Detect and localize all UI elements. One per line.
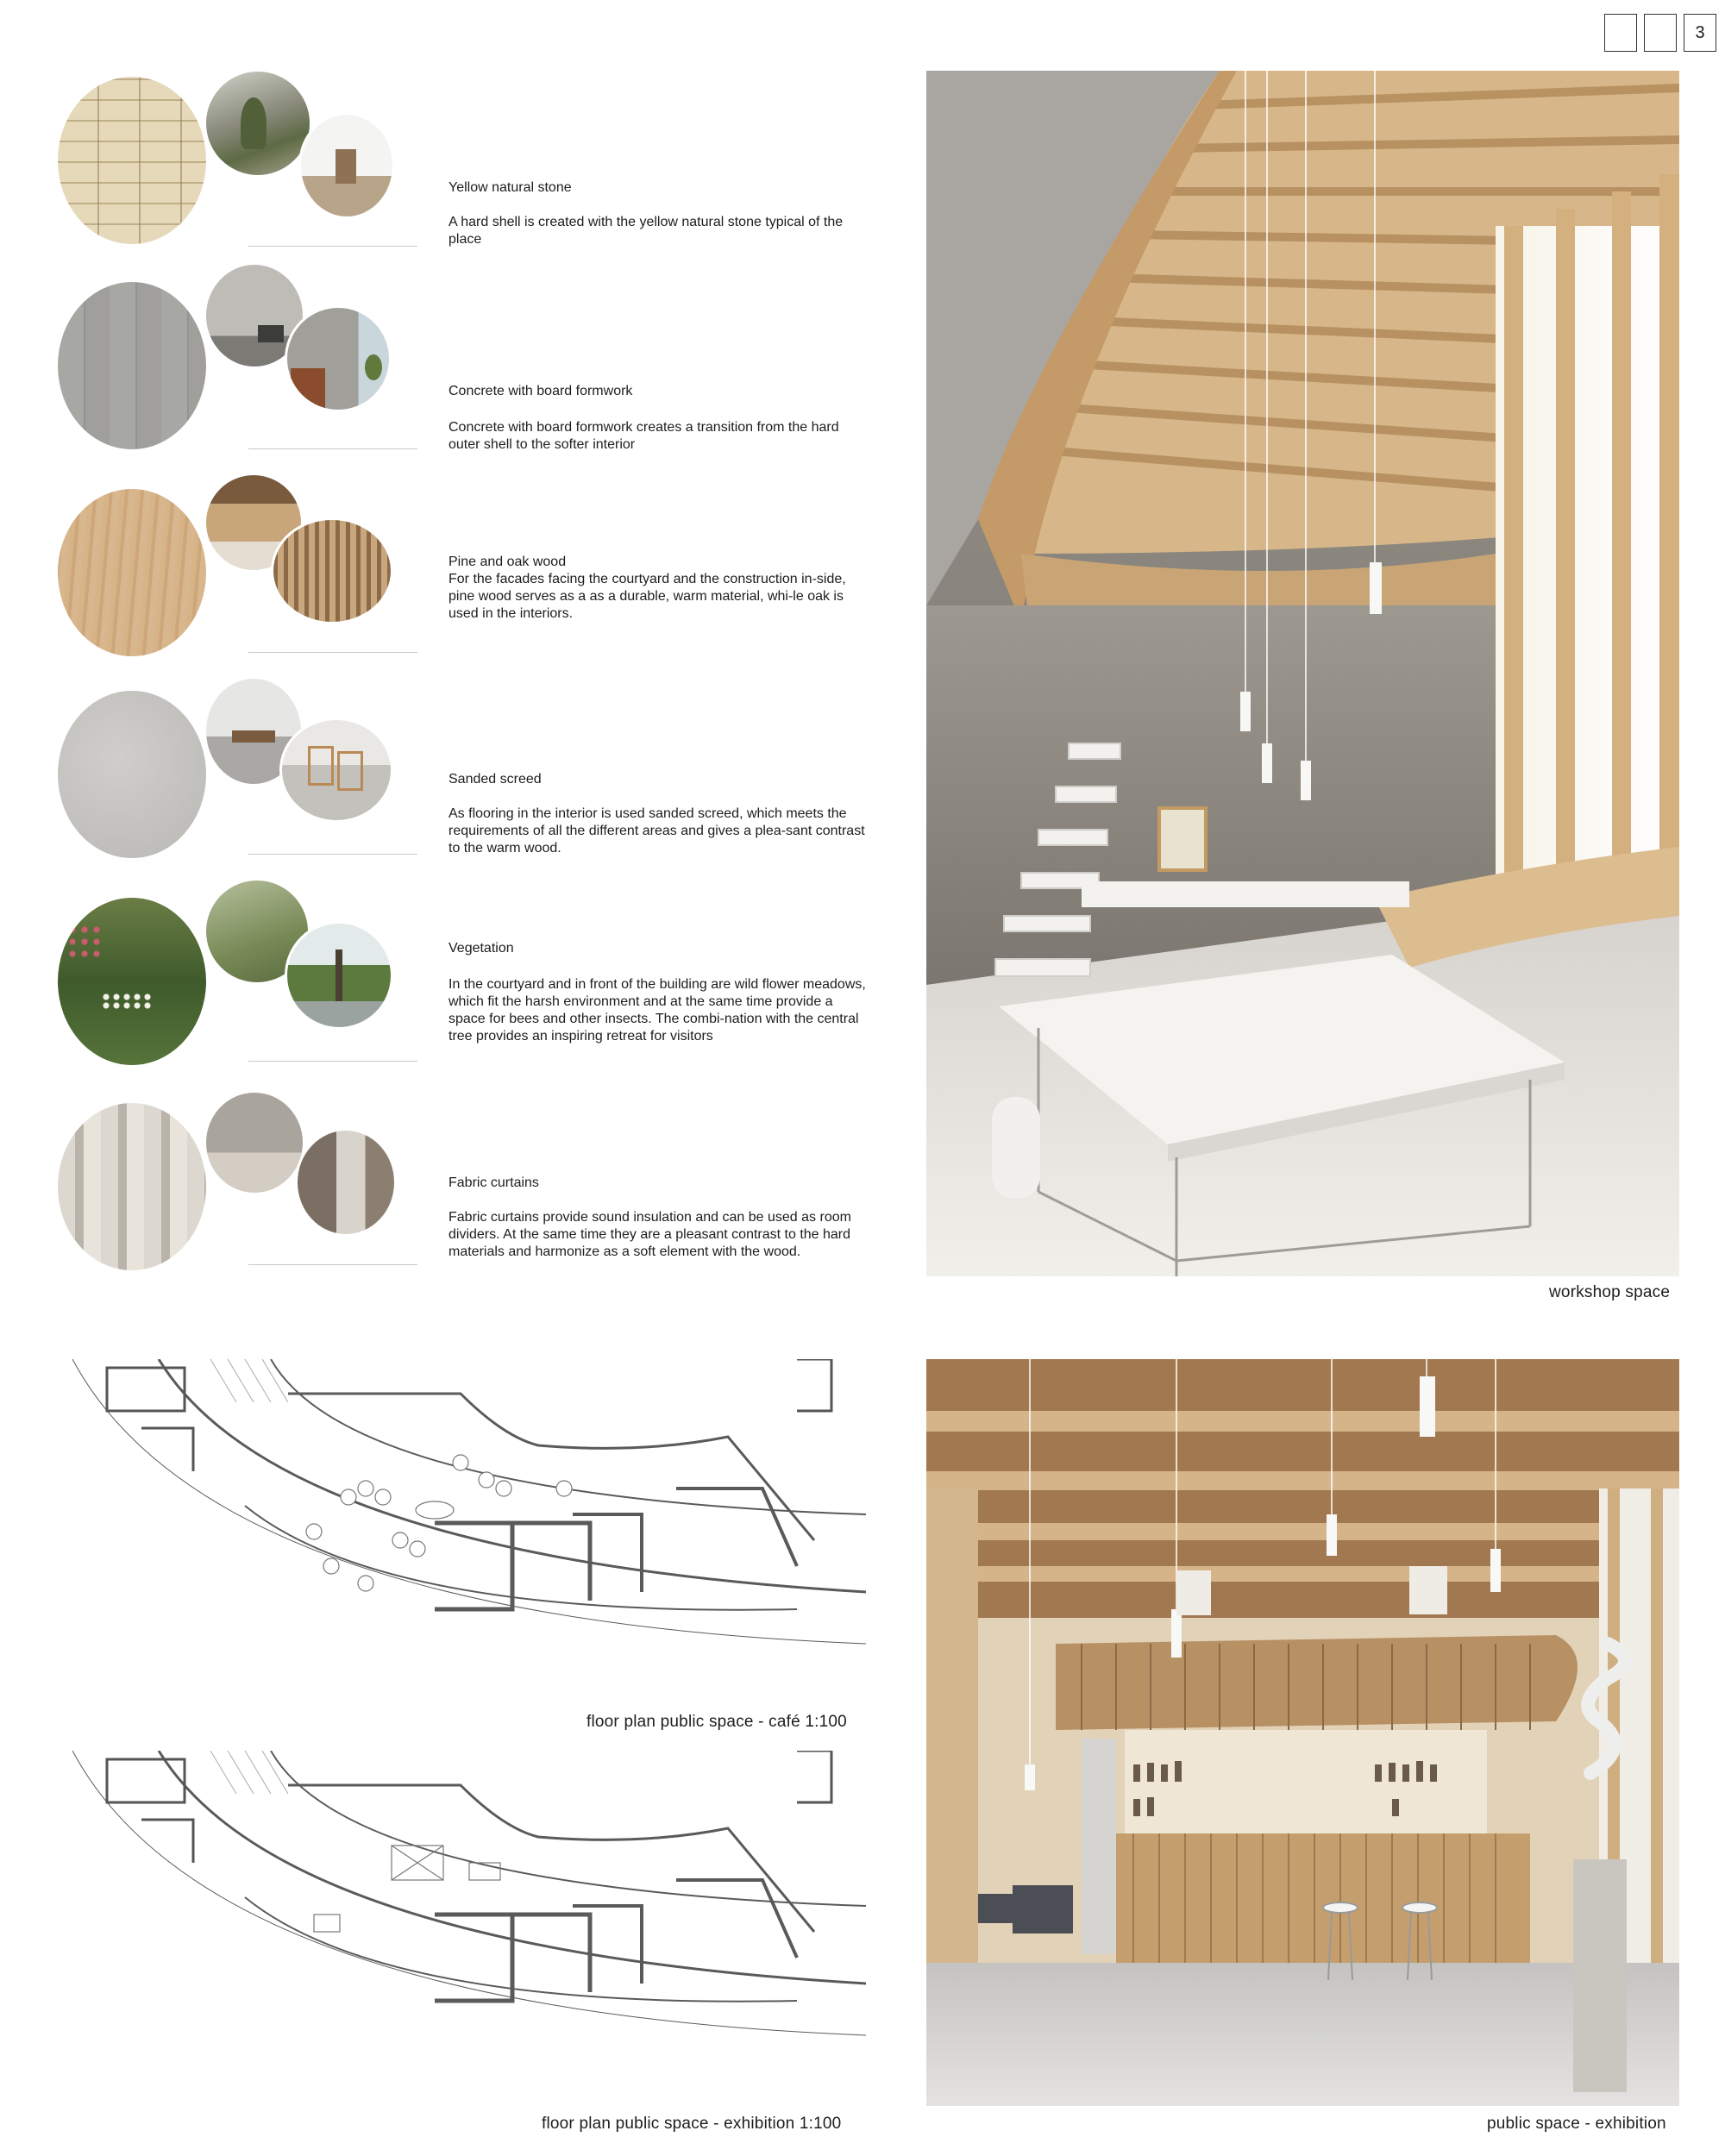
page-number: 3 [1684,14,1716,52]
material-divider [248,448,417,449]
page-box-empty-2 [1644,14,1677,52]
screed-swatch-circle [55,688,209,861]
meadow-swatch-circle [55,895,209,1068]
stone-courtyard-photo [204,69,312,178]
public-space-exhibition-render [926,1359,1679,2106]
stone-facade-photo [298,112,395,219]
page-box-empty-1 [1604,14,1637,52]
oak-swatch-circle [55,486,209,659]
material-title-curtains: Fabric curtains [448,1175,539,1190]
material-title-wood: Pine and oak wood [448,555,567,569]
material-title-screed: Sanded screed [448,772,542,787]
cafe-plan-caption: floor plan public space - café 1:100 [586,1713,847,1731]
wood-slats-photo [271,517,393,624]
exhibition-floor-plan-drawing [55,1751,866,2104]
cafe-floor-plan [55,1359,866,1713]
material-divider [248,246,417,247]
material-divider [248,652,417,653]
material-desc-wood: For the facades facing the courtyard and the construction in-side, pine wood serves as a as a durable, warm material, whi-le oak is used in the interiors. [448,572,846,621]
workshop-render-illustration [926,71,1679,1276]
material-desc-concrete: Concrete with board formwork creates a transition from the hard outer shell to the softer interior [448,420,839,452]
exhibition-plan-caption: floor plan public space - exhibition 1:100 [542,2115,842,2133]
material-title-concrete: Concrete with board formwork [448,384,633,398]
material-divider [248,1264,417,1265]
curtain-bedroom-photo [204,1090,305,1195]
cafe-floor-plan-drawing [55,1359,866,1713]
material-desc-screed: As flooring in the interior is used sanded screed, which meets the requirements of all the different areas and gives a plea-sant contrast to the warm wood. [448,806,865,856]
material-divider [248,854,417,855]
material-title-stone: Yellow natural stone [448,180,572,195]
curtain-window-photo [295,1128,397,1237]
exhibition-floor-plan [55,1751,866,2104]
workshop-space-render [926,71,1679,1276]
screed-chairs-photo [279,718,393,823]
curtain-swatch-circle [55,1100,209,1273]
exhibition-render-illustration [926,1359,1679,2106]
exhibition-render-caption: public space - exhibition [1487,2115,1666,2133]
concrete-exterior-photo [285,305,392,412]
material-divider [248,1061,417,1062]
concrete-swatch-circle [55,279,209,452]
material-title-vegetation: Vegetation [448,941,514,956]
stone-swatch-circle [55,74,209,247]
workshop-space-caption: workshop space [1549,1283,1671,1301]
material-desc-curtains: Fabric curtains provide sound insulation and can be used as room dividers. At the same time they are a pleasant contrast to the hard materials and harmonize as a soft element with the wood. [448,1210,851,1259]
tree-courtyard-photo [285,921,393,1030]
material-desc-vegetation: In the courtyard and in front of the building are wild flower meadows, which fit the harsh environment and at the same time provide a space for bees and other insects. The combi-nation with the central tree provides an inspiring retreat for visitors [448,977,866,1044]
material-desc-stone: A hard shell is created with the yellow natural stone typical of the place [448,215,844,247]
